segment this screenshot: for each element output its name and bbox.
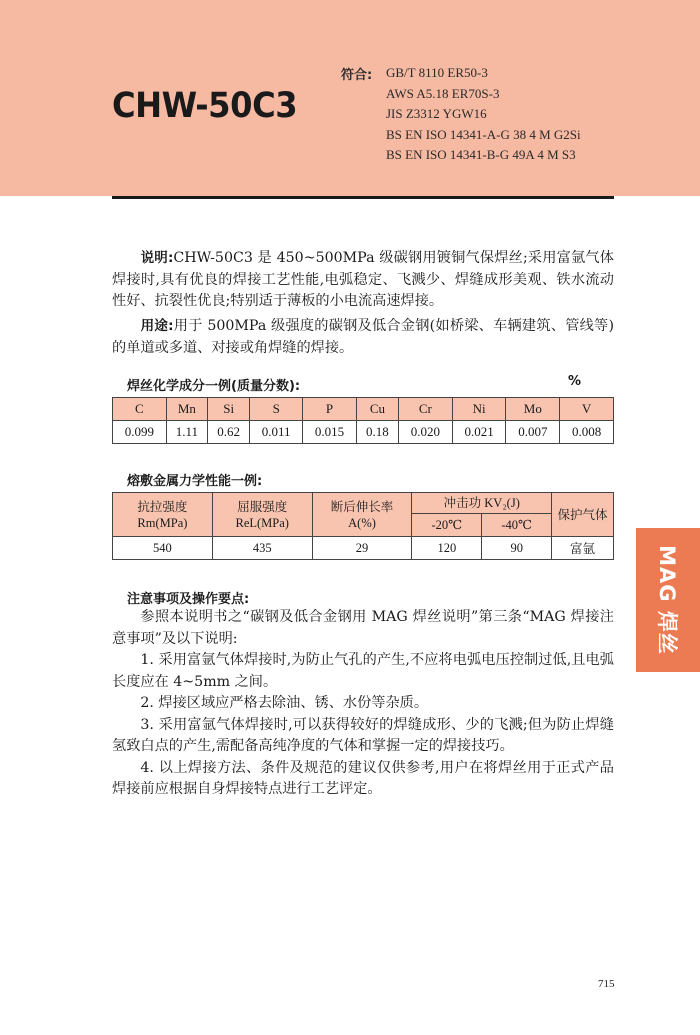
table-cell: 0.099 [113, 421, 167, 444]
yield-header-name: 屈服强度 [237, 499, 288, 514]
table-cell: 0.18 [356, 421, 398, 444]
page-number: 715 [598, 978, 615, 990]
standards-label: 符合: [341, 68, 373, 83]
note-item: 2. 焊接区域应严格去除油、锈、水份等杂质。 [140, 695, 429, 711]
table-header-cell: P [303, 398, 357, 421]
table-cell: 0.007 [506, 421, 560, 444]
table-header-cell: V [560, 398, 614, 421]
note-item: 3. 采用富氩气体焊接时,可以获得较好的焊缝成形、少的飞溅;但为防止焊缝氢致白点的产生,需配备高纯净度的气体和掌握一定的焊接技巧。 [112, 716, 614, 754]
standard-item: GB/T 8110 ER50-3 [386, 65, 488, 80]
table-cell: 90 [482, 537, 552, 560]
usage-text: 用于 500MPa 级强度的碳钢及低合金钢(如桥梁、车辆建筑、管线等)的单道或多道、对接或角焊缝的焊接。 [112, 318, 614, 356]
chemical-composition-table [112, 397, 614, 444]
usage-label: 用途: [140, 318, 174, 334]
standard-item: JIS Z3312 YGW16 [386, 106, 487, 121]
standards-list [386, 63, 581, 166]
table-header-cell: S [250, 398, 303, 421]
table-cell: 富氩 [552, 537, 614, 560]
table-cell: 0.020 [399, 421, 453, 444]
description-label: 说明: [140, 250, 174, 266]
table-cell: 0.008 [560, 421, 614, 444]
impact-temp-header: -20℃ [412, 514, 482, 537]
side-tab-label: MAG 焊丝 [655, 545, 680, 655]
note-item: 4. 以上焊接方法、条件及规范的建议仅供参考,用户在将焊丝用于正式产品焊接前应根据自身焊接特点进行工艺评定。 [112, 759, 614, 797]
table-cell: 540 [113, 537, 213, 560]
table-cell: 120 [412, 537, 482, 560]
impact-header: 冲击功 KV₂(J) [412, 493, 552, 514]
table-header-cell: Mn [166, 398, 207, 421]
table-row [113, 421, 614, 444]
table-cell: 0.62 [208, 421, 250, 444]
standard-item: BS EN ISO 14341-B-G 49A 4 M S3 [386, 147, 576, 162]
section-side-tab [636, 528, 700, 672]
impact-temp-header: -40℃ [482, 514, 552, 537]
tensile-header-name: 抗拉强度 [137, 499, 188, 514]
description-text: CHW-50C3 是 450~500MPa 级碳钢用镀铜气保焊丝;采用富氩气体焊接时,具有优良的焊接工艺性能,电弧稳定、飞溅少、焊缝成形美观、铁水流动性好、抗裂性优良;特别适于薄板的小电流高速焊接。 [112, 250, 614, 309]
elongation-header-name: 断后伸长率 [330, 499, 394, 514]
table-cell: 1.11 [166, 421, 207, 444]
header-band [0, 0, 700, 196]
gas-header: 保护气体 [552, 493, 614, 537]
title-divider [112, 196, 614, 199]
elongation-header [312, 493, 412, 537]
elongation-header-unit: A(%) [348, 515, 376, 530]
yield-header-unit: ReL(MPa) [235, 515, 289, 530]
standard-item: AWS A5.18 ER70S-3 [386, 85, 500, 101]
standard-item: BS EN ISO 14341-A-G 38 4 M G2Si [386, 126, 581, 142]
table-cell: 0.015 [303, 421, 357, 444]
table-cell: 0.011 [250, 421, 303, 444]
chemical-unit: % [568, 374, 582, 389]
table-row [113, 537, 614, 560]
description-paragraph [112, 248, 614, 313]
product-title: CHW-50C3 [112, 86, 298, 126]
table-cell: 435 [212, 537, 312, 560]
mechanical-heading: 熔敷金属力学性能一例: [127, 474, 263, 489]
table-header-cell: C [113, 398, 167, 421]
usage-paragraph [112, 316, 614, 359]
tensile-header-unit: Rm(MPa) [137, 515, 188, 530]
table-header-cell: Mo [506, 398, 560, 421]
mechanical-properties-table [112, 492, 614, 560]
note-item: 参照本说明书之“碳钢及低合金钢用 MAG 焊丝说明”第三条“MAG 焊接注意事项”及以下说明: [112, 609, 614, 647]
table-header-row [113, 398, 614, 421]
note-item: 1. 采用富氩气体焊接时,为防止气孔的产生,不应将电弧电压控制过低,且电弧长度应在 4~5mm 之间。 [112, 652, 614, 690]
tensile-header [113, 493, 213, 537]
table-cell: 0.021 [452, 421, 506, 444]
table-header-cell: Cr [399, 398, 453, 421]
notes-heading: 注意事项及操作要点: [127, 592, 250, 607]
table-header-cell: Cu [356, 398, 398, 421]
yield-header [212, 493, 312, 537]
table-header-row [113, 493, 614, 514]
table-header-cell: Ni [452, 398, 506, 421]
table-header-cell: Si [208, 398, 250, 421]
chemical-heading: 焊丝化学成分一例(质量分数): [127, 379, 301, 394]
notes-list [112, 607, 614, 801]
table-cell: 29 [312, 537, 412, 560]
